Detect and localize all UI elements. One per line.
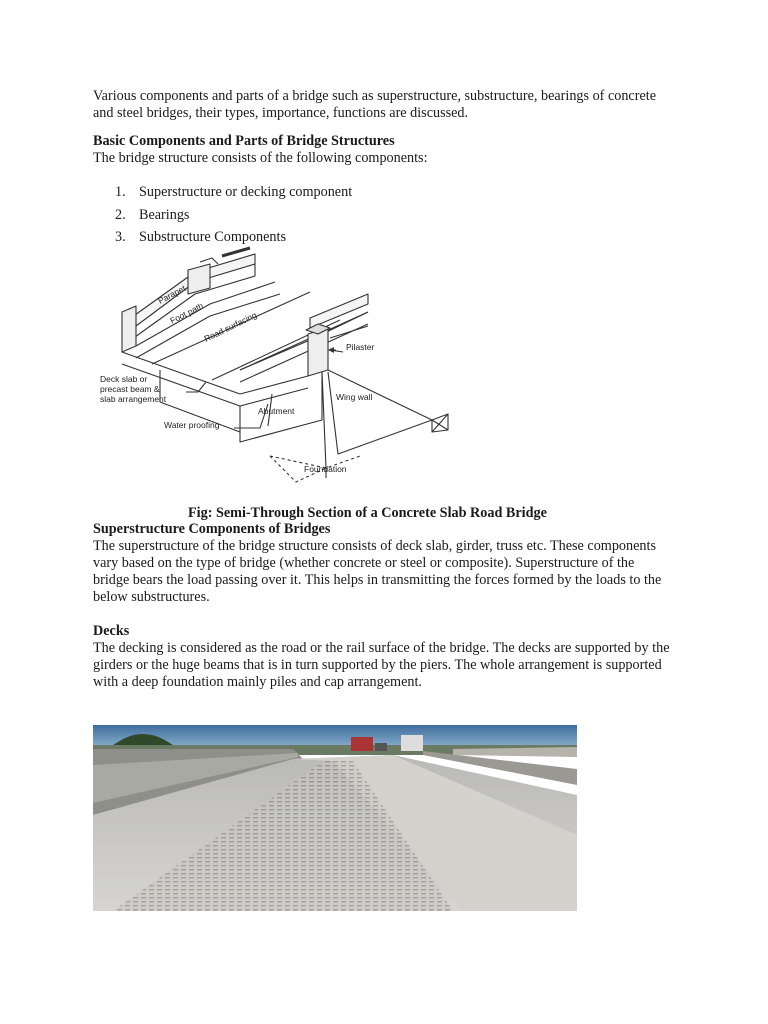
superstructure-paragraph: The superstructure of the bridge structure consists of deck slab, girder, truss etc. These components vary based on the type of bridge (whether concrete or steel or composite). Superstructure of the bridge bears the load passing over it. This helps in transmitting the forces formed by the loads to the below substructures.: [93, 538, 662, 605]
label-foundation: Foundation: [304, 464, 347, 474]
decks-heading: Decks: [93, 623, 130, 639]
label-deck-line2: precast beam &: [100, 384, 160, 394]
list-label: Superstructure or decking component: [139, 184, 353, 200]
list-item: [93, 207, 352, 230]
list-number: 1.: [115, 184, 126, 200]
label-water-proofing: Water proofing: [164, 420, 220, 430]
label-pilaster: Pilaster: [346, 342, 375, 352]
basic-components-heading: Basic Components and Parts of Bridge Structures: [93, 133, 395, 149]
label-wing-wall: Wing wall: [336, 392, 373, 402]
superstructure-heading: Superstructure Components of Bridges: [93, 521, 331, 537]
list-number: 2.: [115, 206, 126, 223]
figure-caption: Fig: Semi-Through Section of a Concrete Slab Road Bridge: [188, 505, 547, 521]
label-road-surfacing: Road surfacing: [202, 309, 259, 344]
list-number: 3.: [115, 229, 126, 245]
list-label: Substructure Components: [139, 229, 286, 245]
list-label: Bearings: [139, 206, 190, 223]
components-lead-text: The bridge structure consists of the following components:: [93, 150, 428, 166]
label-footpath: Foot path: [168, 300, 205, 326]
bridge-section-diagram: [100, 242, 470, 492]
label-parapet: Parapet: [156, 282, 188, 306]
label-abutment: Abutment: [258, 406, 295, 416]
label-deck-line3: slab arrangement: [100, 394, 167, 404]
label-deck-line1: Deck slab or: [100, 374, 148, 384]
bridge-deck-photo: [93, 725, 577, 911]
decks-paragraph: The decking is considered as the road or the rail surface of the bridge. The decks are supported by the girders or the huge beams that is in turn supported by the piers. The whole arrangement is supported with a deep foundation mainly piles and cap arrangement.: [93, 640, 670, 690]
intro-paragraph: Various components and parts of a bridge such as superstructure, substructure, bearings of concrete and steel bridges, their types, importance, functions are discussed.: [93, 88, 656, 121]
list-item: [93, 184, 352, 207]
